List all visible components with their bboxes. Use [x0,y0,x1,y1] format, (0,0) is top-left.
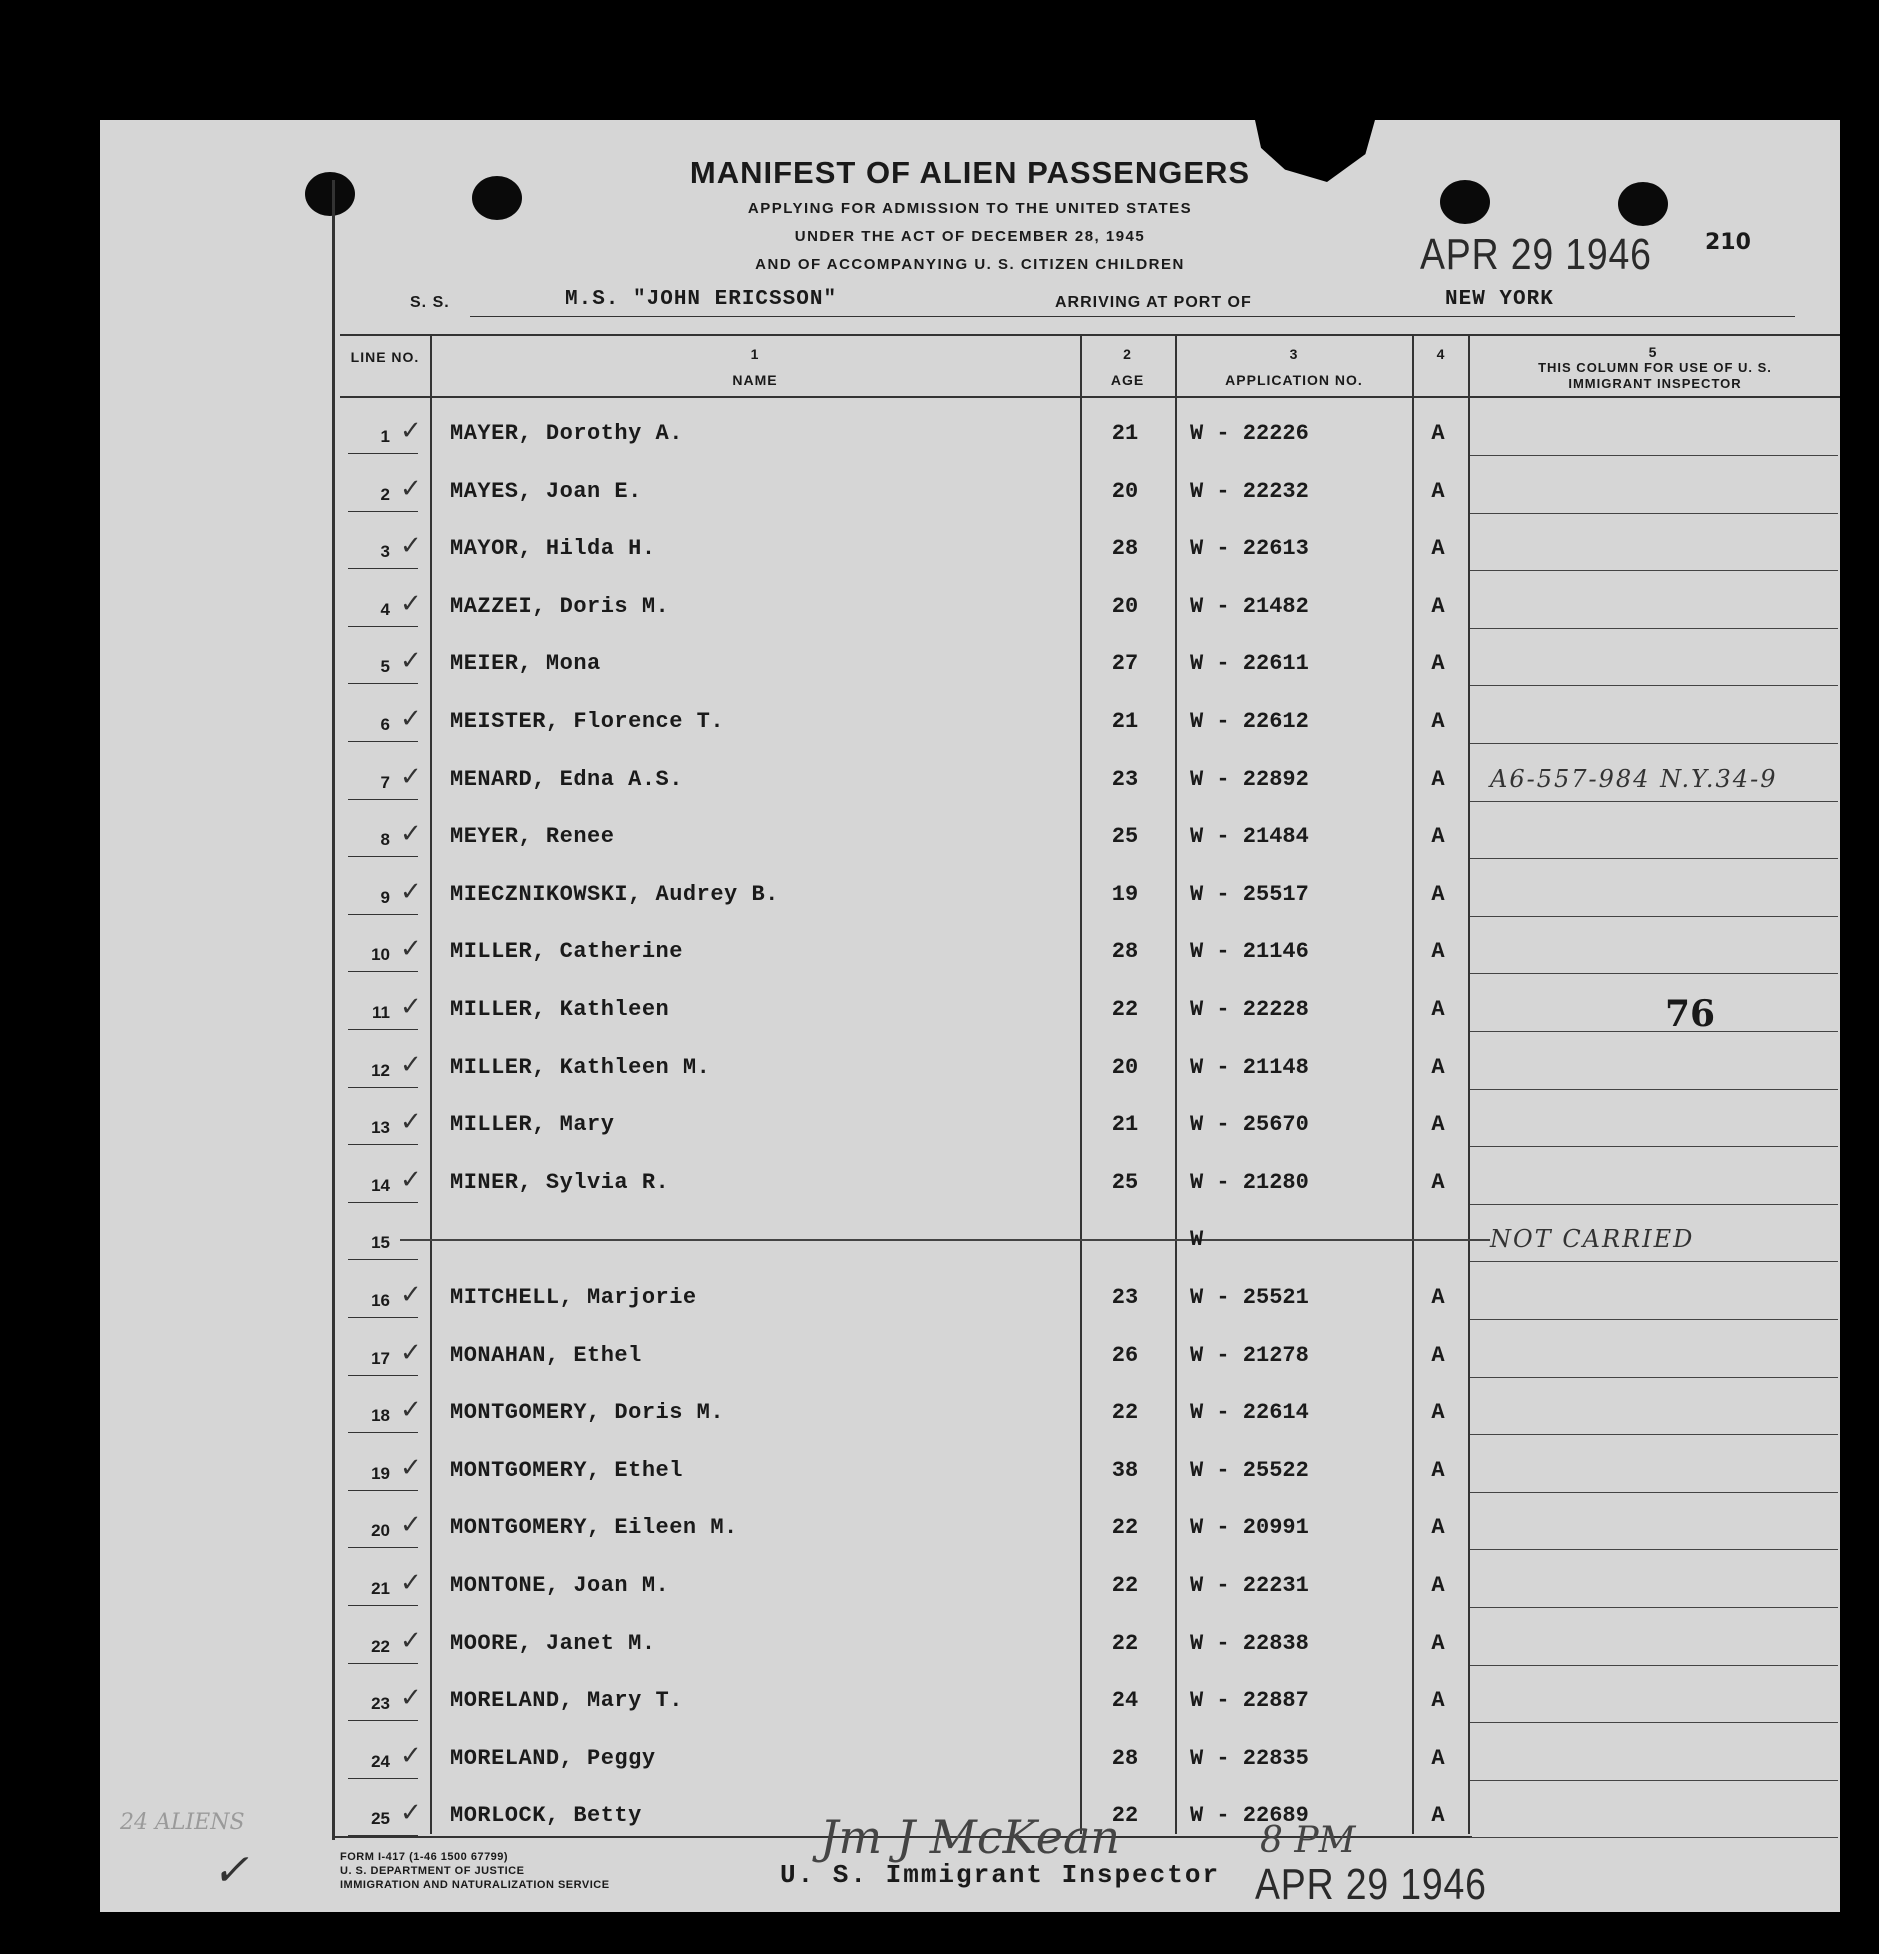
page-number: 210 [1705,230,1751,255]
table-row [100,1269,1840,1326]
application-number: W - 21280 [1190,1169,1309,1195]
table-row [100,808,1840,865]
checkmark-icon: ✓ [400,1336,422,1367]
line-number: 19 [371,1463,390,1483]
line-number-underline [348,856,418,857]
inspector-underline [1470,1722,1838,1723]
application-number: W - 21278 [1190,1342,1309,1368]
checkmark-icon: ✓ [400,645,422,676]
line-number: 7 [380,772,390,792]
line-number: 25 [371,1809,390,1829]
table-row [100,1615,1840,1672]
table-row [100,1384,1840,1441]
line-number-underline [348,1778,418,1779]
line-number: 15 [371,1233,390,1253]
inspector-underline [1470,743,1838,744]
header-col2-num: 2 [1123,346,1132,362]
line-number-underline [348,568,418,569]
passenger-age: 20 [1111,593,1139,619]
line-number: 12 [371,1060,390,1080]
checkmark-icon: ✓ [400,1797,422,1828]
subtitle-line-2: UNDER THE ACT OF DECEMBER 28, 1945 [794,228,1146,245]
column-4-code: A [1431,1803,1445,1829]
column-4-code: A [1431,1688,1445,1714]
line-number: 17 [371,1348,390,1368]
column-4-code: A [1431,939,1445,965]
column-4-code: A [1431,1400,1445,1426]
column-4-code: A [1431,1342,1445,1368]
passenger-name: MILLER, Kathleen [450,997,670,1022]
passenger-name: MONTGOMERY, Ethel [450,1457,683,1483]
inspector-underline [1470,1261,1838,1262]
table-top-rule [340,334,1840,336]
inspector-underline [1470,1377,1838,1378]
passenger-age: 25 [1111,1169,1139,1195]
application-number: W - 25521 [1190,1285,1309,1310]
inspector-underline [1470,1434,1838,1435]
margin-checkmark-icon: ✓ [212,1845,249,1896]
line-number-underline [348,1605,418,1606]
column-4-code: A [1431,824,1445,850]
column-4-code: A [1431,997,1445,1022]
column-4-code: A [1431,536,1445,562]
inspector-underline [1470,513,1838,514]
header-line-no: LINE NO. [350,349,420,365]
application-number: W - 22232 [1190,478,1309,504]
inspector-underline [1470,1319,1838,1320]
passenger-age: 22 [1111,1400,1139,1426]
application-number: W - 21148 [1190,1054,1309,1080]
line-number: 24 [371,1751,390,1771]
column-4-code: A [1431,1112,1445,1138]
line-number-underline [348,1547,418,1548]
line-number: 2 [380,484,390,504]
inspector-underline [1470,455,1838,456]
port-label: ARRIVING AT PORT OF [1055,294,1252,311]
table-row [100,1730,1840,1787]
line-number: 13 [371,1118,390,1138]
checkmark-icon: ✓ [400,1624,422,1655]
table-row [100,520,1840,577]
ship-name: M.S. "JOHN ERICSSON" [565,288,838,311]
line-number-underline [348,683,418,684]
table-row [100,866,1840,923]
line-number-underline [348,626,418,627]
ss-label: S. S. [410,294,450,311]
table-row [100,1096,1840,1153]
header-age: AGE [1110,372,1145,388]
passenger-name: MILLER, Kathleen M. [450,1054,711,1080]
table-row [100,981,1840,1038]
checkmark-icon: ✓ [400,415,422,445]
passenger-age: 38 [1111,1457,1139,1483]
form-number: FORM I-417 (1-46 1500 67799) [340,1851,509,1863]
line-number-underline [348,1317,418,1318]
table-row [100,405,1840,462]
table-row [100,1327,1840,1384]
line-number-underline [348,1087,418,1088]
header-inspector-column: THIS COLUMN FOR USE OF U. S. IMMIGRANT INSPECTOR [1538,360,1772,391]
passenger-name: MENARD, Edna A.S. [450,766,683,792]
inspector-underline [1470,916,1838,917]
passenger-age: 22 [1111,1630,1139,1656]
line-number: 6 [380,715,390,734]
table-row [100,578,1840,635]
passenger-age: 25 [1111,824,1139,850]
table-row [100,1499,1840,1556]
column-4-code: A [1431,593,1445,619]
application-number: W - 21146 [1190,939,1309,965]
line-number-underline [348,1202,418,1203]
checkmark-icon: ✓ [400,1682,422,1713]
line-number-underline [348,741,418,742]
passenger-age: 21 [1111,1112,1139,1138]
line-number-underline [348,1835,418,1836]
column-4-code: A [1431,478,1445,504]
checkmark-icon: ✓ [400,1739,422,1770]
table-row [100,1442,1840,1499]
inspector-underline [1470,1780,1838,1781]
line-number-underline [348,971,418,972]
form-footer [340,1850,610,1892]
column-4-code: A [1431,1515,1445,1541]
column-4-code: A [1431,1630,1445,1656]
line-number-underline [348,1432,418,1433]
column-4-code: A [1431,1457,1445,1483]
checkmark-icon: ✓ [400,991,422,1021]
application-number: W - 22228 [1190,997,1309,1022]
passenger-name: MONTONE, Joan M. [450,1573,670,1598]
passenger-age: 21 [1111,421,1139,446]
date-stamp: APR 29 1946 [1420,230,1652,279]
inspector-underline [1470,1031,1838,1032]
table-row [100,1557,1840,1614]
column-4-code: A [1431,1054,1445,1080]
application-number: W - 22612 [1190,709,1309,734]
passenger-age: 28 [1111,536,1139,562]
passenger-age: 19 [1111,881,1139,907]
manifest-sheet [100,120,1840,1912]
passenger-name: MONTGOMERY, Eileen M. [450,1515,738,1541]
application-number: W - 21482 [1190,593,1309,619]
port-name: NEW YORK [1445,288,1554,311]
passenger-age: 22 [1111,1573,1139,1598]
line-number: 5 [380,657,390,677]
column-4-code: A [1431,651,1445,677]
inspector-underline [1470,1837,1838,1838]
passenger-age: 20 [1111,1054,1139,1080]
table-row [100,751,1840,808]
checkmark-icon: ✓ [400,1509,422,1540]
line-number-underline [348,1029,418,1030]
application-number: W - 25670 [1190,1112,1309,1138]
line-number-underline [348,1375,418,1376]
application-number: W - 22231 [1190,1573,1309,1598]
passenger-age: 22 [1111,997,1139,1022]
checkmark-icon: ✓ [400,703,422,733]
checkmark-icon: ✓ [400,1394,422,1425]
line-number: 16 [371,1291,390,1310]
passenger-name: MORELAND, Mary T. [450,1688,683,1714]
passenger-age: 20 [1111,478,1139,504]
ship-line [410,288,1810,320]
passenger-name: MILLER, Catherine [450,939,683,965]
passenger-name: MAYOR, Hilda H. [450,536,656,562]
application-number: W - 22838 [1190,1630,1309,1656]
inspector-underline [1470,1089,1838,1090]
passenger-name: MONTGOMERY, Doris M. [450,1400,725,1426]
passenger-age: 28 [1111,939,1139,965]
inspector-underline [1470,685,1838,686]
table-row [100,1154,1840,1211]
inspector-underline [1470,1204,1838,1205]
checkmark-icon: ✓ [400,1567,422,1597]
line-number: 14 [371,1175,390,1195]
inspector-underline [1470,1665,1838,1666]
column-4-code: A [1431,421,1445,446]
line-number-underline [348,511,418,512]
application-number: W - 20991 [1190,1515,1309,1541]
inspector-signature: Jm J McKean [820,1810,1121,1864]
line-number-underline [348,799,418,800]
inspector-label: U. S. Immigrant Inspector [780,1860,1221,1890]
table-row [100,1672,1840,1729]
line-number: 1 [380,427,390,446]
inspector-note: NOT CARRIED [1490,1225,1695,1254]
time-note: 8 PM [1260,1820,1356,1861]
line-number: 11 [372,1003,390,1022]
application-number: W [1190,1227,1204,1253]
inspector-underline [1470,570,1838,571]
subtitle-line-3: AND OF ACCOMPANYING U. S. CITIZEN CHILDREN [755,256,1185,273]
ship-underline [470,316,1460,317]
checkmark-icon: ✓ [400,933,422,964]
line-number-underline [348,914,418,915]
checkmark-icon: ✓ [400,875,422,906]
application-number: W - 22892 [1190,766,1309,792]
passenger-name: MEIER, Mona [450,651,601,677]
table-row [100,1211,1840,1268]
header-col3-num: 3 [1289,346,1299,362]
line-number-underline [348,1720,418,1721]
application-number: W - 22835 [1190,1745,1309,1771]
passenger-name: MEYER, Renee [450,824,615,850]
line-number: 23 [371,1694,390,1714]
passenger-name: MIECZNIKOWSKI, Audrey B. [450,881,779,907]
table-row [100,635,1840,692]
inspector-underline [1470,1492,1838,1493]
line-number-underline [348,1259,418,1260]
checkmark-icon: ✓ [400,472,422,503]
passenger-age: 22 [1111,1515,1139,1541]
inspector-note: A6-557-984 N.Y.34-9 [1490,764,1778,793]
department-name: U. S. DEPARTMENT OF JUSTICE [340,1865,525,1877]
passenger-name: MAYER, Dorothy A. [450,421,683,446]
table-row [100,1039,1840,1096]
line-number: 8 [380,830,390,850]
application-number: W - 22611 [1190,651,1309,677]
passenger-name: MORELAND, Peggy [450,1745,656,1771]
checkmark-icon: ✓ [400,587,422,618]
service-name: IMMIGRATION AND NATURALIZATION SERVICE [340,1879,610,1891]
line-number: 9 [380,887,390,907]
header-col4-num: 4 [1436,346,1446,362]
line-number: 4 [380,599,390,619]
passenger-name: MORLOCK, Betty [450,1803,642,1829]
application-number: W - 25517 [1190,881,1309,907]
column-4-code: A [1431,1573,1445,1598]
application-number: W - 22614 [1190,1400,1309,1426]
aliens-count-note: 24 ALIENS [120,1810,245,1835]
line-number: 21 [371,1579,390,1598]
line-number: 20 [371,1521,390,1541]
line-number-underline [348,453,418,454]
inspector-underline [1470,801,1838,802]
line-number-underline [348,1663,418,1664]
application-number: W - 22226 [1190,421,1309,446]
checkmark-icon: ✓ [400,760,422,791]
passenger-age: 27 [1111,651,1139,677]
checkmark-icon: ✓ [400,1163,422,1194]
passenger-age: 26 [1111,1342,1139,1368]
header-name: NAME [732,372,778,388]
line-number: 3 [380,542,390,562]
line-number: 18 [371,1406,390,1426]
inspector-underline [1470,1607,1838,1608]
checkmark-icon: ✓ [400,530,422,561]
passenger-name: MINER, Sylvia R. [450,1169,670,1195]
passenger-age: 21 [1111,709,1139,734]
header-col5-num: 5 [1648,344,1658,360]
passenger-name: MAYES, Joan E. [450,478,642,504]
passenger-name: MONAHAN, Ethel [450,1342,642,1368]
passenger-name: MOORE, Janet M. [450,1630,656,1656]
passenger-name: MEISTER, Florence T. [450,709,725,734]
passenger-age: 22 [1111,1803,1139,1829]
column-4-code: A [1431,1169,1445,1195]
column-4-code: A [1431,881,1445,907]
passenger-name: MITCHELL, Marjorie [450,1285,697,1310]
application-number: W - 21484 [1190,824,1309,850]
checkmark-icon: ✓ [400,1106,422,1137]
inspector-underline [1470,628,1838,629]
passenger-age: 23 [1111,1285,1139,1310]
header-bottom-rule [340,396,1840,398]
checkmark-icon: ✓ [400,1451,422,1482]
footer-date-stamp: APR 29 1946 [1255,1860,1487,1909]
passenger-age: 28 [1111,1745,1139,1771]
header-application-no: APPLICATION NO. [1225,372,1363,388]
application-number: W - 22613 [1190,536,1309,562]
application-number: W - 22887 [1190,1688,1309,1714]
line-number-underline [348,1144,418,1145]
application-number: W - 25522 [1190,1457,1309,1483]
subtitle-line-1: APPLYING FOR ADMISSION TO THE UNITED STATES [747,200,1193,217]
table-row [100,693,1840,750]
inspector-underline [1470,858,1838,859]
line-number: 10 [371,945,390,965]
table-row [100,463,1840,520]
manifest-title: MANIFEST OF ALIEN PASSENGERS [689,155,1251,190]
checkmark-icon: ✓ [400,818,422,849]
header-col1-num: 1 [750,346,760,362]
table-row [100,923,1840,980]
inspector-underline [1470,1549,1838,1550]
column-4-code: A [1431,766,1445,792]
port-underline [1395,316,1795,317]
line-strike [400,1239,1490,1241]
line-number: 22 [371,1636,390,1656]
checkmark-icon: ✓ [400,1279,422,1309]
application-number: W - 22689 [1190,1803,1309,1829]
line-number-underline [348,1490,418,1491]
inspector-underline [1470,973,1838,974]
passenger-age: 24 [1111,1688,1139,1714]
passenger-age: 23 [1111,766,1139,792]
column-4-code: A [1431,1285,1445,1310]
passenger-name: MAZZEI, Doris M. [450,593,670,619]
checkmark-icon: ✓ [400,1048,422,1079]
column-4-code: A [1431,1745,1445,1771]
inspector-note: 76 [1665,993,1716,1035]
inspector-underline [1470,1146,1838,1147]
passenger-name: MILLER, Mary [450,1112,615,1138]
column-4-code: A [1431,709,1445,734]
